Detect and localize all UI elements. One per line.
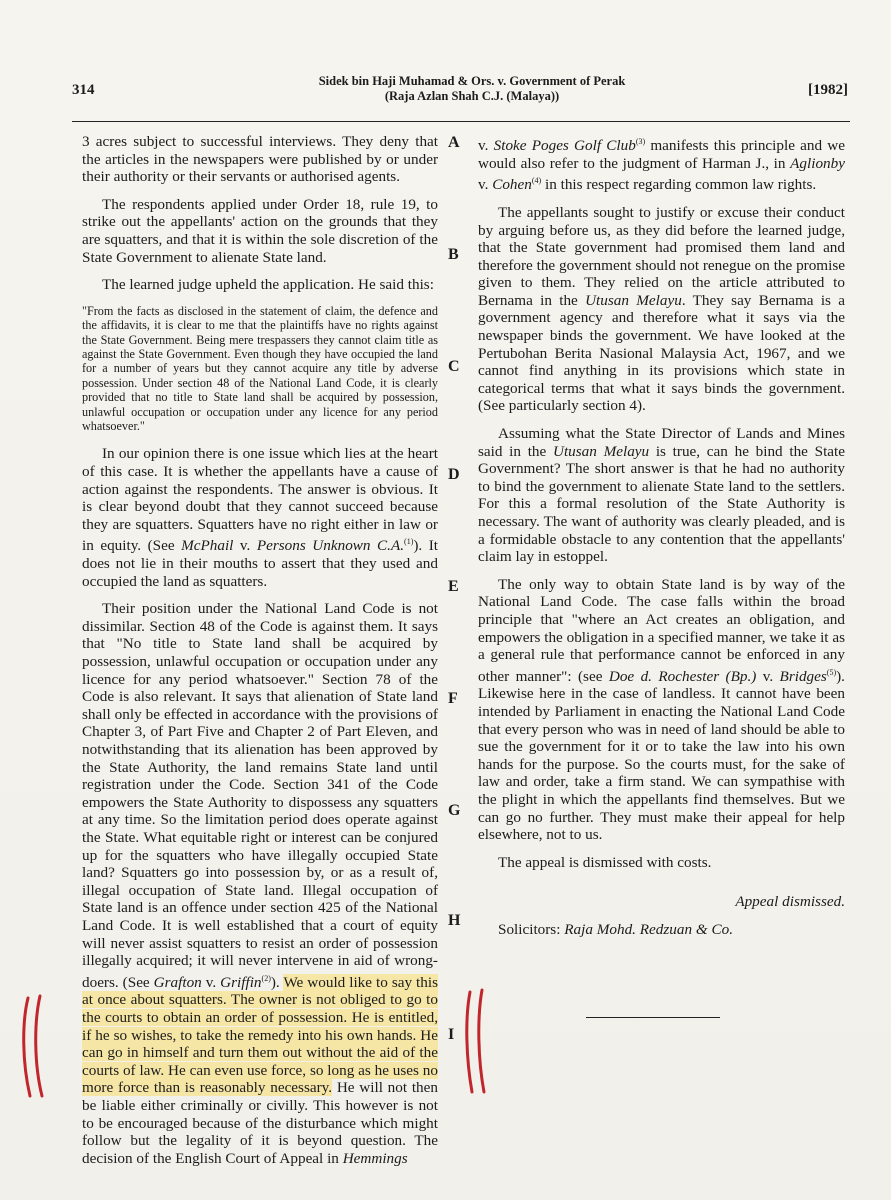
case-name: Doe d. Rochester (Bp.)	[608, 667, 757, 685]
solicitors-name: Raja Mohd. Redzuan & Co.	[564, 920, 733, 938]
highlighted-passage: We would like to say this at once about squatters. The owner is not obliged to go to the courts to obtain an order of possession. He is entitled, if he so wishes, to take the remedy into his own hands. He can go in himself and turn them out without the aid of the courts of law. He can even use force, so long as he uses no more force than is reasonably necessary.	[82, 973, 438, 1097]
citation-ref: (5)	[826, 667, 837, 677]
paragraph: The respondents applied under Order 18, rule 19, to strike out the appellants' action on the grounds that they are squatters, and that it is within the sole discretion of the State Government to alienate State land.	[82, 195, 438, 266]
report-year: [1982]	[808, 82, 848, 98]
end-rule	[586, 1017, 720, 1018]
case-name: Cohen	[492, 176, 532, 194]
margin-letter-f: F	[448, 690, 458, 707]
left-column	[82, 133, 438, 1177]
case-name: Stoke Poges Golf Club	[493, 137, 636, 155]
red-pen-marks-right	[458, 986, 498, 1098]
margin-letter-a: A	[448, 134, 460, 151]
case-name: Persons Unknown C.A.	[256, 537, 405, 555]
case-name: McPhail	[181, 537, 234, 555]
paragraph: v. Stoke Poges Golf Club$^{(3)}$ manifests this principle and we would also refer to the judgment of Harman J., in Aglionby v. Cohen$^{(4)}$ in this respect regarding common law rights.	[478, 137, 845, 194]
paragraph: The appellants sought to justify or excuse their conduct by arguing before us, as they did before the learned judge, that the State government had promised them land and therefore the government should not renegue on the promise given to them. They relied on the article attributed to Bernama in the Utusan Melayu. They say Bernama is a government agency and therefore what it says via the newspaper binds the government. We have looked at the Pertubohan Berita Nasional Malaysia Act, 1967, and we cannot find anything in its provisions which state in categorical terms that what it says binds the government. (See particularly section 4).	[478, 203, 845, 415]
case-name: Aglionby	[790, 154, 845, 172]
newspaper-name: Utusan Melayu	[552, 442, 650, 460]
right-column	[478, 133, 845, 949]
margin-letter-c: C	[448, 358, 460, 375]
paragraph: The appeal is dismissed with costs.	[498, 853, 712, 871]
newspaper-name: Utusan Melayu	[585, 291, 682, 309]
running-title	[192, 74, 752, 104]
margin-letter-h: H	[448, 912, 461, 929]
margin-letter-b: B	[448, 246, 459, 263]
solicitors-line: Solicitors: Raja Mohd. Redzuan & Co.	[498, 920, 733, 938]
case-name: Hemmings	[342, 1149, 408, 1167]
paragraph: In our opinion there is one issue which lies at the heart of this case. It is whether the appellants have a cause of action against the respondents. The answer is obvious. It is clear beyond doubt that they cannot succeed because they are squatters. Squatters have no right either in law or in equity. (See McPhail v. Persons Unknown C.A.$^{(1)}$). It does not lie in their mouths to assert that they used and occupied the land as squatters.	[82, 445, 439, 590]
citation-ref: (2)	[261, 973, 271, 983]
red-pen-marks-left	[14, 992, 54, 1102]
margin-letter-g: G	[448, 802, 461, 819]
paragraph: The only way to obtain State land is by way of the National Land Code. The case falls within the broad principle that "where an Act creates an obligation, and empowers the obligation in a specified manner, we take it as a general rule that performance cannot be enforced in any other manner": (see Doe d. Rochester (Bp.) v. Bridges$^{(5)}$). Likewise here in the case of landless. It cannot have been intended by Parliament in enacting the National Land Code that every person who was in need of land should be able to sue the government for it or to take the law into his own hands for the purpose. So the courts must, for the sake of law and order, take a firm stand. We can sympathise with the plight in which the appellants find themselves. But we can go no further. They must make their appeal for help elsewhere, not to us.	[478, 575, 845, 844]
header-rule	[72, 121, 850, 122]
margin-letter-d: D	[448, 466, 460, 483]
appeal-dismissed: Appeal dismissed.	[735, 893, 845, 911]
case-name: Grafton	[153, 973, 202, 991]
paragraph: The learned judge upheld the application. He said this:	[102, 276, 434, 294]
paragraph: 3 acres subject to successful interviews. They deny that the articles in the newspapers were published by or under their authority or their servants or authorised agents.	[82, 133, 438, 186]
paragraph: Assuming what the State Director of Lands and Mines said in the Utusan Melayu is true, can he bind the State Government? The short answer is that he had no authority to bind the government to alienate State land to the settlers. For this a formal resolution of the State Authority is necessary. The want of authority was clearly pleaded, and is a formidable obstacle to any contention that the appellants' claim lay in estoppel.	[478, 425, 845, 566]
margin-letter-i: I	[448, 1026, 455, 1043]
page-number: 314	[72, 82, 95, 98]
block-quote: "From the facts as disclosed in the statement of claim, the defence and the affidavits, it is clear to me that the plaintiffs have no rights against the State Government. Being mere trespassers they cannot claim title as against the State Government. Even though they have occupied the land for a number of years but they cannot acquire any title by adverse possession. Under section 48 of the National Land Code, it is clearly provided that no title to State land shall be acquired by possession, unlawful occupation or occupation under any licence for any period whatsoever."	[82, 303, 438, 433]
citation-ref: (4)	[531, 176, 542, 186]
margin-letter-e: E	[448, 578, 459, 595]
running-header	[72, 74, 852, 114]
citation-ref: (1)	[404, 537, 414, 547]
judge-line: (Raja Azlan Shah C.J. (Malaya))	[384, 89, 560, 103]
case-name: Griffin	[220, 973, 262, 991]
paragraph: Their position under the National Land Code is not dissimilar. Section 48 of the Code is against them. It says that "No title to State land shall be acquired by possession, unlawful occupation or occupation under any licence for any period whatsoever." Section 78 of the Code is also relevant. It says that alienation of State land shall only be effected in accordance with the provisions of Chapter 3, of Part Five and Chapter 2 of Part Eleven, and notwithstanding that its alienation has been approved by the State Authority, the land remains State land until registration under the Code. Section 341 of the Code empowers the State Authority to dispossess any squatters at any time. So the limitation period does operate against the State. What equitable right or interest can be conjured up for the squatters who have illegally occupied State land? Squatters go into possession by, or as a result of, illegal occupation of State land. Illegal occupation of State land is an offence under section 425 of the National Land Code. It is well established that a court of equity will never assist squatters to resist an order of possession illegally acquired; it will never intervene in aid of wrong-doers. (See Grafton v. Griffin$^{(2)}$). We would like to say this at once about squatters. The owner is not obliged to go to the courts to obtain an order of possession. He is entitled, if he so wishes, to take the remedy into his own hands. He can go in himself and turn them out without the aid of the courts of law. He can even use force, so long as he uses no more force than is reasonably necessary. He will not then be liable either criminally or civilly. This however is not to be encouraged because of the disturbance which might follow but the legality of it is beyond question. The decision of the English Court of Appeal in Hemmings	[82, 600, 438, 1167]
case-title: Sidek bin Haji Muhamad & Ors. v. Government of Perak	[318, 74, 626, 88]
case-name: Bridges	[779, 667, 827, 685]
citation-ref: (3)	[635, 137, 646, 146]
